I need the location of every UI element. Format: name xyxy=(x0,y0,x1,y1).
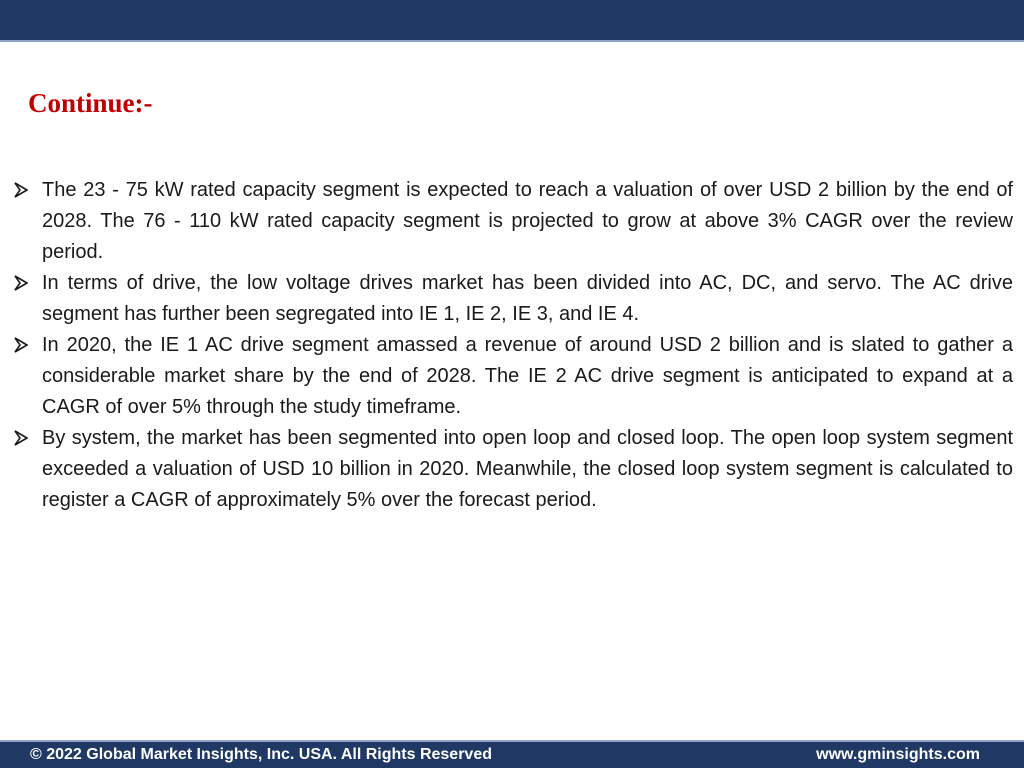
arrow-bullet-icon xyxy=(14,337,28,353)
bullet-text: By system, the market has been segmented into open loop and closed loop. The open loop system segment exceeded a valuation of USD 10 billion in 2020. Meanwhile, the closed loop system segment is calculated to register a CAGR of approximately 5% over the forecast period. xyxy=(42,427,1013,511)
bullet-text: In 2020, the IE 1 AC drive segment amassed a revenue of around USD 2 billion and is slated to gather a considerable market share by the end of 2028. The IE 2 AC drive segment is anticipated to expand at a CAGR of over 5% through the study timeframe. xyxy=(42,334,1013,418)
copyright-text: © 2022 Global Market Insights, Inc. USA. All Rights Reserved xyxy=(30,746,492,763)
section-heading: Continue:- xyxy=(28,88,153,118)
bullet-item xyxy=(12,423,1013,516)
arrow-bullet-icon xyxy=(14,275,28,291)
bullet-text: In terms of drive, the low voltage drives market has been divided into AC, DC, and servo. The AC drive segment has further been segregated into IE 1, IE 2, IE 3, and IE 4. xyxy=(42,272,1013,325)
bullet-text: The 23 - 75 kW rated capacity segment is expected to reach a valuation of over USD 2 billion by the end of 2028. The 76 - 110 kW rated capacity segment is projected to grow at above 3% CAGR over the review period. xyxy=(42,179,1013,263)
header-bar xyxy=(0,0,1024,42)
bullet-list xyxy=(12,175,1013,516)
bullet-item xyxy=(12,330,1013,423)
bullet-item xyxy=(12,268,1013,330)
arrow-bullet-icon xyxy=(14,430,28,446)
footer-bar xyxy=(0,740,1024,768)
arrow-bullet-icon xyxy=(14,182,28,198)
website-link[interactable]: www.gminsights.com xyxy=(816,746,980,763)
bullet-item xyxy=(12,175,1013,268)
